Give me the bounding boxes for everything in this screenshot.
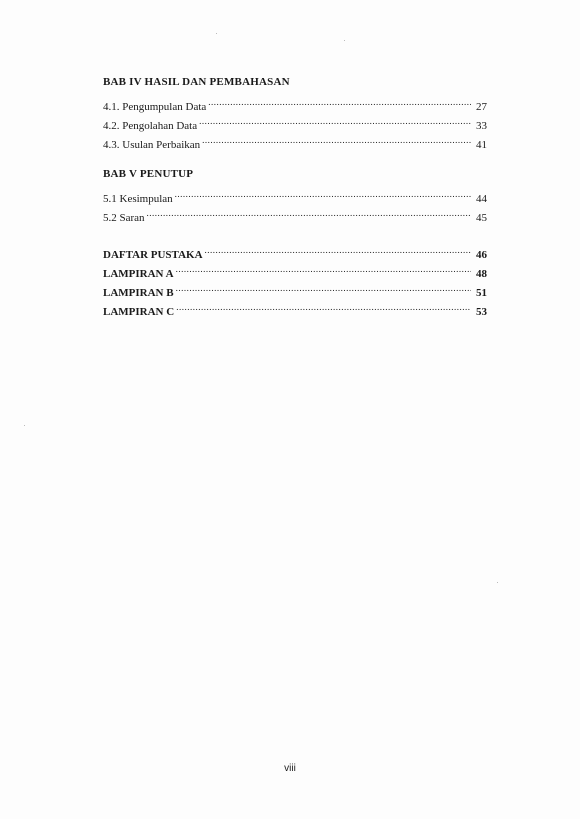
- entry-label: LAMPIRAN A: [103, 268, 174, 280]
- entry-label: 4.2. Pengolahan Data: [103, 120, 198, 132]
- entry-label: 4.1. Pengumpulan Data: [103, 101, 207, 113]
- entry-label: LAMPIRAN C: [103, 306, 175, 318]
- entry-page-number: 27: [476, 101, 487, 113]
- entry-label: LAMPIRAN B: [103, 287, 174, 299]
- page-number: viii: [284, 763, 296, 774]
- dot-leader: [176, 296, 471, 315]
- entry-label: 4.3. Usulan Perbaikan: [103, 139, 201, 151]
- dot-leader: [176, 258, 471, 277]
- entry-page-number: 51: [476, 287, 487, 299]
- entry-label: 5.2 Saran: [103, 212, 145, 224]
- toc-section-bab-iv: [103, 74, 487, 151]
- toc-entry: [103, 202, 487, 224]
- scan-speck: [497, 582, 498, 583]
- toc-section-bab-v: [103, 166, 487, 224]
- scan-speck: [216, 33, 217, 34]
- entry-page-number: 48: [476, 268, 487, 280]
- entry-page-number: 45: [476, 212, 487, 224]
- dot-leader: [176, 277, 471, 296]
- scan-speck: [344, 40, 345, 41]
- section-title: BAB V PENUTUP: [103, 168, 194, 180]
- entry-label: 5.1 Kesimpulan: [103, 193, 173, 205]
- dot-leader: [202, 129, 471, 148]
- toc-entry: [103, 183, 487, 205]
- entry-page-number: 33: [476, 120, 487, 132]
- dot-leader: [205, 239, 471, 258]
- section-title: BAB IV HASIL DAN PEMBAHASAN: [103, 76, 290, 88]
- entry-label: DAFTAR PUSTAKA: [103, 249, 203, 261]
- entry-page-number: 41: [476, 139, 487, 151]
- scan-speck: [24, 425, 25, 426]
- dot-leader: [199, 110, 471, 129]
- toc-entry-daftar-pustaka: [103, 239, 487, 261]
- toc-entry: [103, 91, 487, 113]
- table-of-contents: [103, 74, 487, 333]
- entry-page-number: 44: [476, 193, 487, 205]
- dot-leader: [208, 91, 471, 110]
- entry-page-number: 53: [476, 306, 487, 318]
- dot-leader: [147, 202, 471, 221]
- entry-page-number: 46: [476, 249, 487, 261]
- dot-leader: [175, 183, 471, 202]
- toc-back-matter: [103, 239, 487, 318]
